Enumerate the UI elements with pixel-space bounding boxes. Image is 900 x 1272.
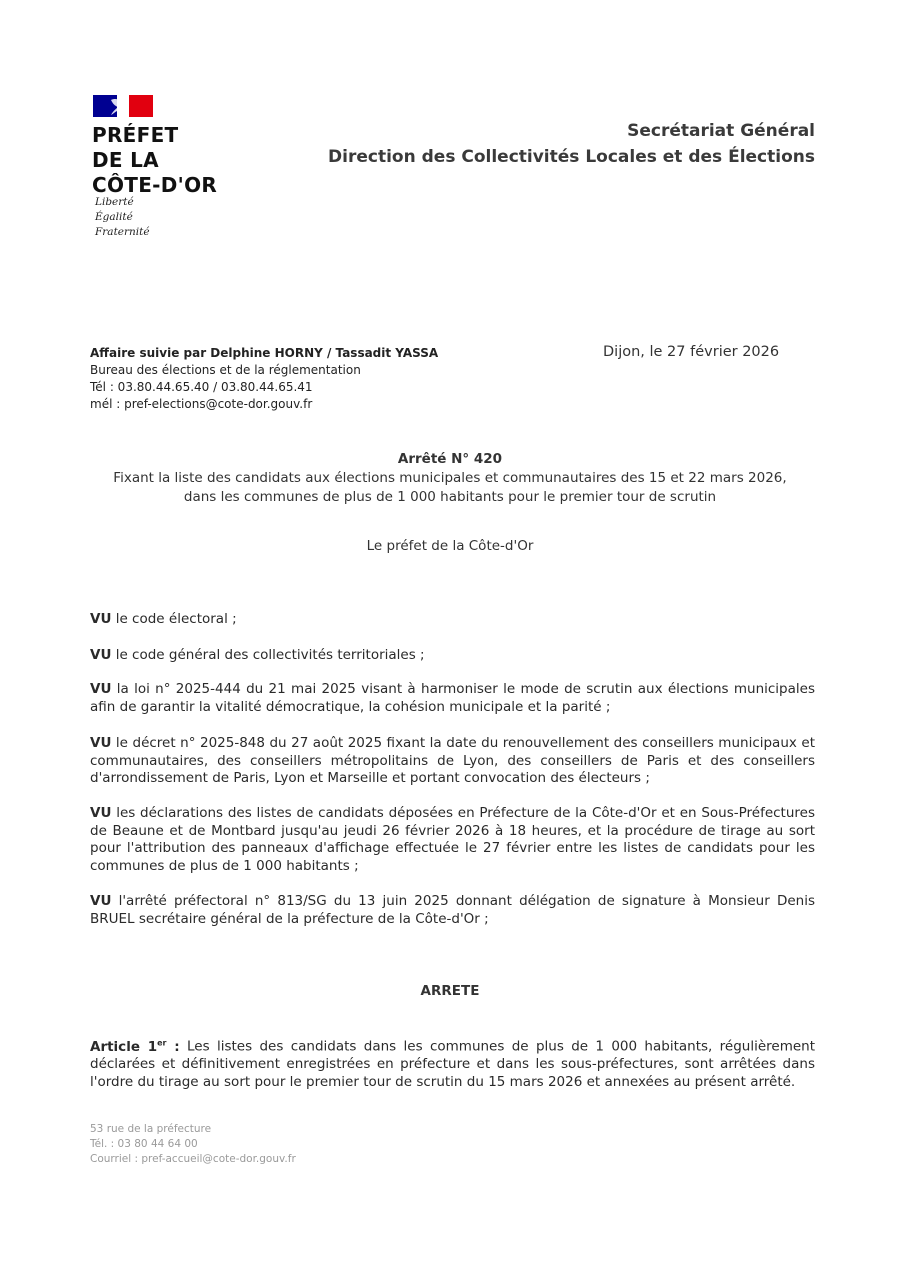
visa-lead: VU [90,647,112,663]
affaire-bureau: Bureau des élections et de la réglementation [90,363,361,377]
visa-paragraph [90,611,815,629]
affaire-tel: Tél : 03.80.44.65.40 / 03.80.44.65.41 [90,380,313,394]
article-1-label [90,1039,180,1055]
visa-paragraph [90,735,815,788]
service-line-secretariat: Secrétariat Général [627,121,815,141]
devise-liberte: Liberté [95,196,134,208]
visa-paragraph [90,681,815,716]
footer-courriel: Courriel : pref-accueil@cote-dor.gouv.fr [90,1153,296,1165]
footer-address: 53 rue de la préfecture [90,1123,212,1135]
arrete-subject-line2: dans les communes de plus de 1 000 habitants pour le premier tour de scrutin [183,489,717,505]
prefet-title [92,123,217,198]
prefet-title-line: PRÉFET [92,123,179,147]
service-header [328,118,815,170]
visa-paragraph [90,805,815,875]
arrete-title [0,450,900,507]
visa-lead: VU [90,735,112,751]
visa-paragraph [90,893,815,928]
visa-lead: VU [90,893,112,909]
article-1-text: Les listes des candidats dans les communes de plus de 1 000 habitants, régulièrement déclarées et définitivement enregistrées en préfecture et dans les sous-préfectures, sont arrêtées dans l'ordre du tirage au sort pour le premier tour de scrutin du 15 mars 2026 et annexées au présent arrêté. [90,1038,816,1090]
arrete-subject-line1: Fixant la liste des candidats aux élections municipales et communautaires des 15 et 22 mars 2026, [113,470,787,486]
marianne-logo [93,95,153,117]
arrete-heading: ARRETE [420,983,480,999]
footer-tel: Tél. : 03 80 44 64 00 [90,1138,198,1150]
prefet-title-line: DE LA [92,148,159,172]
visa-text: le code général des collectivités territoriales ; [111,647,425,663]
footer-contact [90,1122,296,1167]
visa-text: le code électoral ; [111,611,237,627]
visa-paragraph [90,647,815,665]
visa-text: l'arrêté préfectoral n° 813/SG du 13 juin 2025 donnant délégation de signature à Monsieur Denis BRUEL secrétaire général de la préfecture de la Côte-d'Or ; [90,893,815,927]
affaire-mel: mél : pref-elections@cote-dor.gouv.fr [90,397,313,411]
service-line-direction: Direction des Collectivités Locales et des Élections [328,147,815,167]
arrete-number: Arrêté N° 420 [397,451,503,467]
visa-lead: VU [90,611,112,627]
article-1 [90,1034,815,1091]
article-1-sup: er [157,1038,167,1047]
devise [95,195,150,240]
prefet-line: Le préfet de la Côte-d'Or [366,538,534,554]
visa-lead: VU [90,681,112,697]
devise-egalite: Égalité [95,211,133,223]
affaire-suivie: Affaire suivie par Delphine HORNY / Tassadit YASSA [90,346,439,360]
article-1-colon: : [166,1038,180,1055]
visa-text: la loi n° 2025-444 du 21 mai 2025 visant à harmoniser le mode de scrutin aux élections municipales afin de garantir la vitalité démocratique, la cohésion municipale et la parité ; [90,681,815,715]
affaire-block [90,345,438,413]
dateline: Dijon, le 27 février 2026 [603,344,780,360]
visa-lead: VU [90,805,112,821]
article-1-label-text: Article 1 [90,1038,158,1055]
devise-fraternite: Fraternité [95,226,150,238]
visa-text: le décret n° 2025-848 du 27 août 2025 fixant la date du renouvellement des conseillers municipaux et communautaires, des conseillers métropolitains de Lyon, des conseillers de Paris et des conseillers d'arrondissement de Paris, Lyon et Marseille et portant convocation des électeurs ; [90,735,815,786]
visa-text: les déclarations des listes de candidats déposées en Préfecture de la Côte-d'Or et en Sous-Préfectures de Beaune et de Montbard jusqu'au jeudi 26 février 2026 à 18 heures, et la procédure de tirage au sort pour l'attribution des panneaux d'affichage effectuée le 27 février entre les listes de candidats pour les communes de plus de 1 000 habitants ; [90,805,815,874]
prefet-title-line: CÔTE-D'OR [92,173,218,197]
